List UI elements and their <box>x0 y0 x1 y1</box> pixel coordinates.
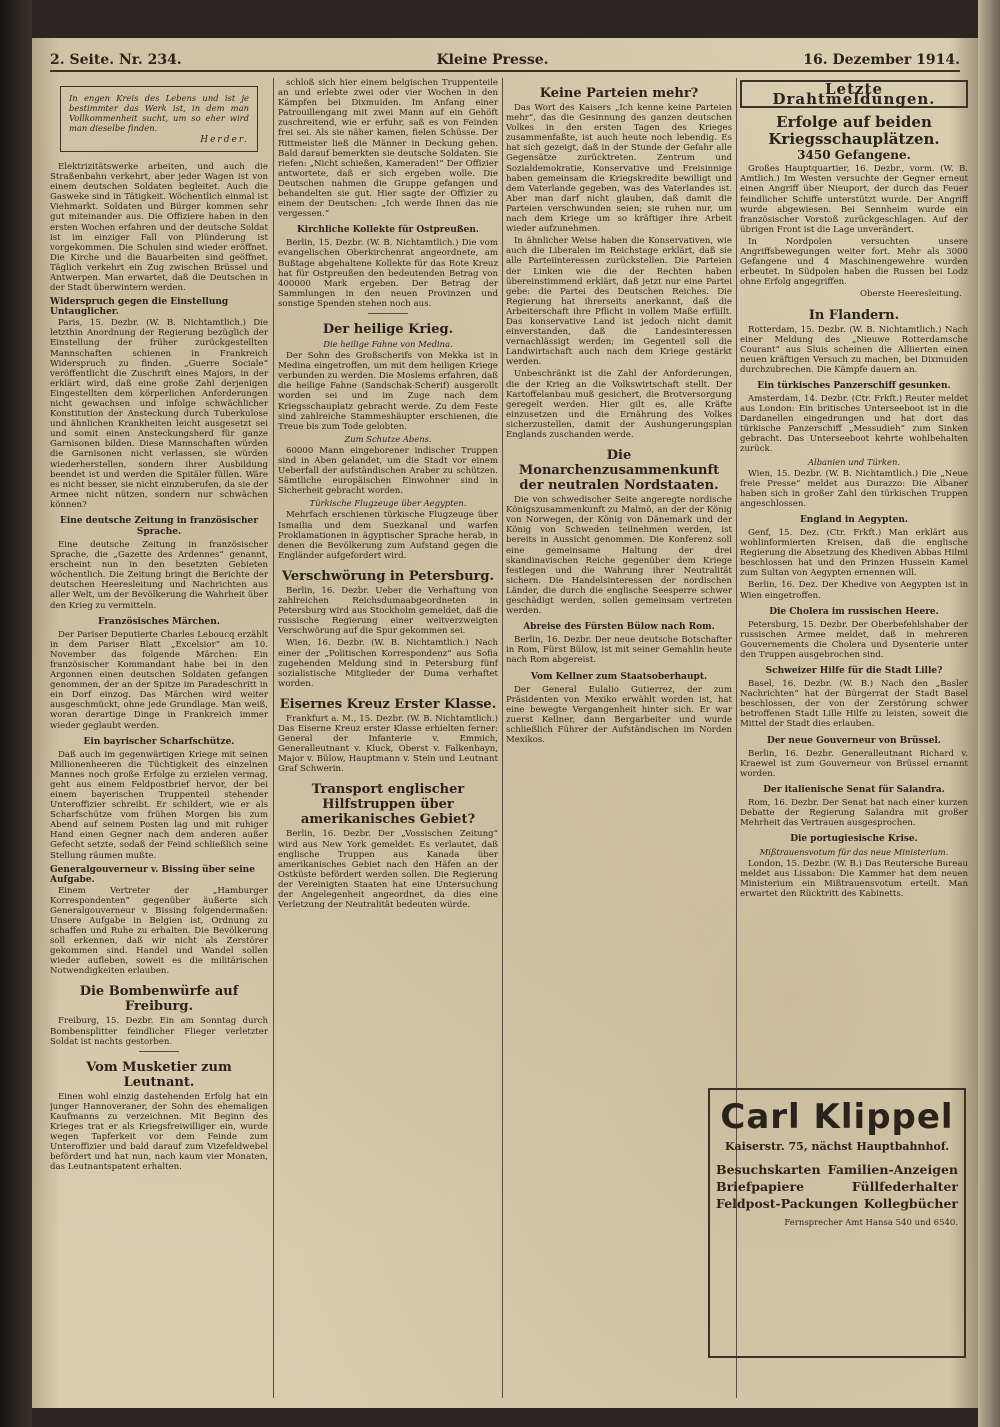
ad-product-row <box>716 1178 958 1195</box>
article-text: Berlin, 16. Dezbr. Der neue deutsche Botschafter in Rom, Fürst Bülow, ist mit seiner Gemahlin heute nach Rom abgereist. <box>506 635 732 666</box>
article-text: Wien, 15. Dezbr. (W. B. Nichtamtlich.) Die „Neue freie Presse“ meldet aus Durazzo: Die Albaner haben sich in großer Zahl den türkischen Truppen angeschlossen. <box>740 468 968 509</box>
article-heading: Verschwörung in Petersburg. <box>282 568 494 584</box>
article-text: Der Sohn des Großscherifs von Mekka ist in Medina eingetroffen, um mit dem heiligen Kriege verbunden zu werden. Die Moslems erfahren, daß die heilige Fahne (Sandschak-Scherif) ausgerollt worden sei und im Zuge nach dem Kriegsschauplatz gebracht werde. Zu dem Feste sind zahlreiche Stammeshäupter erschienen, die Treue bis zum Tode gelobten. <box>278 351 498 432</box>
article-text: Eine deutsche Zeitung in französischer Sprache, die „Gazette des Ardennes“ genannt, erscheint nun in den besetzten Gebieten wöchentlich. Die Zeitung bringt die Berichte der deutschen Heeresleitung und Nachrichten aus aller Welt, um der Bevölkerung die Wahrheit über den Krieg zu vermitteln. <box>50 540 268 611</box>
article-text: In Nordpolen versuchten unsere Angriffsbewegungen weiter fort. Mehr als 3000 Gefangene und 4 Maschinengewehre wurden erbeutet. In Südpolen haben die Russen bei Lodz ohne Erfolg angegriffen. <box>740 236 968 288</box>
page-number: 2. Seite. Nr. 234. <box>50 52 182 68</box>
article-heading: Die Cholera im russischen Heere. <box>769 606 939 617</box>
article-subheading: 3450 Gefangene. <box>797 148 911 163</box>
article-heading: Generalgouverneur v. Bissing über seine Aufgabe. <box>50 864 255 885</box>
column-rule <box>502 78 503 1398</box>
ad-product-row <box>716 1161 958 1178</box>
ad-product: Familien-Anzeigen <box>827 1162 958 1177</box>
quote-text: In engen Kreis des Lebens und ist je bestimmter das Werk ist, in dem man Vollkommenheit sucht, um so eher wird man dieselbe finden. <box>69 93 249 133</box>
ad-product: Feldpost-Packungen <box>716 1196 859 1211</box>
article-text: Unbeschränkt ist die Zahl der Anforderungen, die der Krieg an die Volkswirtschaft stellt. Der Kartoffelanbau muß gesichert, die Brotversorgung geregelt werden. Hier gilt es, alle Kräfte einzusetzen und die Ernährung des Volkes sicherzustellen, damit der Aushungerungsplan Englands zuschanden werde. <box>506 369 732 440</box>
article-heading: Schweizer Hilfe für die Stadt Lille? <box>765 666 943 677</box>
article-heading: Der neue Gouverneur von Brüssel. <box>767 735 941 746</box>
article-text: Mehrfach erschienen türkische Flugzeuge über Ismailia und dem Suezkanal und warfen Proklamationen in ägyptischer Sprache herab, in denen die Bevölkerung zum Aufstand gegen die Engländer aufgefordert wird. <box>278 510 498 561</box>
article-subheading: Mißtrauensvotum für das neue Ministerium. <box>759 847 949 858</box>
article-heading: Vom Musketier zum Leutnant. <box>86 1059 232 1090</box>
article-text: Paris, 15. Dezbr. (W. B. Nichtamtlich.) Die letzthin Anordnung der Regierung bezüglich der Einstellung der früher zurückgestellten Mannschaften schienen in Frankreich Widerspruch zu finden. „Guerre Sociale“ veröffentlicht die Zuschrift eines Majors, in der erklärt wird, daß eine große Zahl derjenigen Eingestellten dem körperlichen Anforderungen nicht gewachsen und infolge schwächlicher Konstitution der Ansteckung durch Tuberkulose und ähnlichen Krankheiten leicht ausgesetzt sei und somit einen Ansteckungsherd für ganze Garnisonen bilden. Diese Mannschaften würden die Garnisonen nicht verlassen, sie würden wiederherstellen, sondern ihrer Ausbildung beendet ist und werden die Spitäler füllen. Wäre es nicht besser, sie nicht einzuberufen, da sie der Armee nicht nützen, sondern nur schwächen können? <box>50 318 268 510</box>
article-text: Genf, 15. Dez. (Ctr. Frkft.) Man erklärt aus wohlinformierten Kreisen, daß die englische Regierung die Absetzung des Khediven Abbas Hilmi beschlossen hat und den Prinzen Hussein Kamel zum Sultan von Aegypten ernennen will. <box>740 528 968 579</box>
signature: Oberste Heeresleitung. <box>859 289 962 300</box>
issue-date: 16. Dezember 1914. <box>803 52 960 68</box>
article-text: Der General Eulalio Gutierrez, der zum Präsidenten von Mexiko erwählt worden ist, hat eine bewegte Vergangenheit hinter sich. Er war zuerst Kellner, dann Bergarbeiter und wurde schließlich Führer der Aufständischen im Norden Mexikos. <box>506 684 732 745</box>
article-text: London, 15. Dezbr. (W. B.) Das Reutersche Bureau meldet aus Lissabon: Die Kammer hat dem neuen Ministerium ein Mißtrauensvotum erteilt. Man erwartet den Rücktritt des Kabinetts. <box>740 859 968 900</box>
divider <box>139 1051 179 1052</box>
article-heading: In Flandern. <box>808 307 900 323</box>
article-text: In ähnlicher Weise haben die Konservativen, wie auch die Liberalen im Reichstage erklärt, daß sie alle Parteiinteressen zurückstellen. Die Parteien der Linken wie die der Rechten haben übereinstimmend erklärt, daß jetzt nur eine Partei gebe: die Partei des Deutschen Reiches. Die Regierung hat ihrerseits anerkannt, daß die Arbeiterschaft ihre Pflicht in vollem Maße erfüllt. Das konservative Land ist jedoch nicht damit einverstanden, daß die Landesinteressen vernachlässigt werden; im Gegenteil soll die Landwirtschaft auch nach dem Kriege gestärkt werden. <box>506 236 732 368</box>
latest-news-box: Letzte Drahtmeldungen. <box>740 80 968 108</box>
article-heading: Transport englischer Hilfstruppen über amerikanisches Gebiet? <box>300 782 476 828</box>
article-text: Wien, 16. Dezbr. (W. B. Nichtamtlich.) Nach einer der „Politischen Korrespondenz“ aus Sofia zugehenden Meldung sind in Petersburg fünf sozialistische Mitglieder der Duma verhaftet worden. <box>278 638 498 689</box>
masthead <box>50 50 960 72</box>
article-heading: Die Monarchenzusammenkunft der neutralen Nordstaaten. <box>518 448 720 494</box>
article-heading: Erfolge auf beiden Kriegsschauplätzen. <box>768 113 940 149</box>
article-heading: Keine Parteien mehr? <box>539 86 699 101</box>
advertisement <box>708 1088 966 1358</box>
quote-box <box>60 86 258 152</box>
article-heading: Kirchliche Kollekte für Ostpreußen. <box>296 225 480 236</box>
article-heading: Die portugiesische Krise. <box>790 834 918 845</box>
newspaper-page <box>32 38 978 1408</box>
article-text: Berlin, 16. Dez. Der Khedive von Aegypten ist in Wien eingetroffen. <box>740 580 968 601</box>
article-text: Der Pariser Deputierte Charles Leboucq erzählt in dem Pariser Blatt „Excelsior“ am 10. November das folgende Märchen: Ein französischer Kommandant habe bei in den Argonnen einen deutschen Soldaten gefangen genommen, der an der Spitze im Paradeschritt in ein Dorf einzog. Das Märchen wird weiter ausgeschmückt, ohne jede Grundlage. Man weiß, woran derartige Dinge in Frankreich immer wieder geglaubt werden. <box>50 629 268 731</box>
article-text: Petersburg, 15. Dezbr. Der Oberbefehlshaber der russischen Armee meldet, daß in mehreren Gouvernements die Cholera und Dysenterie unter den Truppen ausgebrochen sind. <box>740 619 968 660</box>
article-text: Das Wort des Kaisers „Ich kenne keine Parteien mehr“, das die Gesinnung des ganzen deutschen Volkes in den ersten Tagen des Krieges zusammenfaßte, ist auch heute noch lebendig. Es hat sich gezeigt, daß in der Stunde der Gefahr alle Gegensätze zurücktreten. Zentrum und Sozialdemokratie, Konservative und Freisinnige haben gemeinsam die Kriegskredite bewilligt und dem Vaterlande gegeben, was des Vaterlandes ist. Aber man darf nicht glauben, daß damit die Parteien verschwunden seien; sie ruhen nur, um nach dem Kriege um so kräftiger ihre Arbeit wieder aufzunehmen. <box>506 103 732 235</box>
article-text: schloß sich hier einem belgischen Truppenteile an und erlebte zwei oder vier Wochen in den Kämpfen bei Dixmuiden. Im Anfang einer Patrouillengang mit zwei Mann auf ein Gehöft zuschreitend, wie er erfuhr, saß es von Feinden frei sei. Als sie näher kamen, fielen Schüsse. Der Rittmeister ließ die Männer in Deckung gehen. Bald darauf bemerkten sie deutsche Soldaten. Sie riefen: „Nicht schießen, Kameraden!“ Der Offizier antwortete, daß er sich ergeben wolle. Die Deutschen nahmen die Gruppe gefangen und behandelten sie gut. Hier sagte der Offizier zu einem der Deutschen: „Ich werde Ihnen das nie vergessen.“ <box>278 78 498 220</box>
article-text: Amsterdam, 14. Dezbr. (Ctr. Frkft.) Reuter meldet aus London: Ein britisches Unterseeboot ist in die Dardanellen eingedrungen und hat dort das türkische Panzerschiff „Messudieh“ zum Sinken gebracht. Das Unterseeboot kehrte wohlbehalten zurück. <box>740 393 968 455</box>
article-subheading: Zum Schutze Abens. <box>344 433 432 444</box>
ad-product-row <box>716 1195 958 1212</box>
ad-address: Kaiserstr. 75, nächst Hauptbahnhof. <box>724 1140 950 1153</box>
ad-product: Besuchskarten <box>716 1162 821 1177</box>
article-text: Rom, 16. Dezbr. Der Senat hat nach einer kurzen Debatte der Regierung Salandra mit großer Mehrheit das Vertrauen ausgesprochen. <box>740 797 968 828</box>
ad-product: Füllfederhalter <box>851 1179 958 1194</box>
article-heading: Der italienische Senat für Salandra. <box>763 784 945 795</box>
article-subheading: Die heilige Fahne von Medina. <box>323 338 453 349</box>
newspaper-title: Kleine Presse. <box>436 52 549 68</box>
column-4 <box>740 78 968 1118</box>
article-text: Einem Vertreter der „Hamburger Korrespondenten“ gegenüber äußerte sich Generalgouverneur v. Bissing folgendermaßen: Unsere Aufgabe in Belgien ist, Ordnung zu schaffen und Ruhe zu erhalten. Die Bevölkerung soll erkennen, daß wir nicht als Zerstörer gekommen sind. Handel und Wandel sollen wieder aufleben, soweit es die militärischen Notwendigkeiten erlauben. <box>50 885 268 977</box>
article-heading: Französisches Märchen. <box>98 616 220 627</box>
article-heading: Eisernes Kreuz Erster Klasse. <box>279 696 497 712</box>
column-rule <box>273 78 274 1398</box>
ad-product: Briefpapiere <box>716 1179 805 1194</box>
article-heading: Eine deutsche Zeitung in französischer Sprache. <box>60 516 258 537</box>
article-text: Berlin, 16. Dezbr. Generalleutnant Richard v. Kraewel ist zum Gouverneur von Brüssel ernannt worden. <box>740 748 968 779</box>
article-text: 60000 Mann eingeborener indischer Truppen sind in Aben gelandet, um die Stadt vor einem Ueberfall der aufständischen Araber zu schützen. Sämtliche europäischen Einwohner sind in Sicherheit gebracht worden. <box>278 445 498 497</box>
article-text: Berlin, 16. Dezbr. Ueber die Verhaftung von zahlreichen Reichsdumaabgeordneten in Petersburg wird aus Stockholm gemeldet, daß die russische Regierung einer weitverzweigten Verschwörung auf die Spur gekommen sei. <box>278 585 498 637</box>
article-heading: Widerspruch gegen die Einstellung Untauglicher. <box>50 297 229 318</box>
article-text: Berlin, 16. Dezbr. Der „Vossischen Zeitung“ wird aus New York gemeldet: Es verlautet, daß englische Truppen aus Kanada über amerikanisches Gebiet nach den Häfen an der Ostküste befördert werden sollen. Die Regierung der Vereinigten Staaten hat eine Untersuchung der Angelegenheit angeordnet, da dies eine Verletzung der Neutralität bedeuten würde. <box>278 829 498 911</box>
article-text: Frankfurt a. M., 15. Dezbr. (W. B. Nichtamtlich.) Das Eiserne Kreuz erster Klasse erhielten ferner: General der Infanterie v. Emmich, Generalleutnant v. Kluck, Oberst v. Falkenhayn, Major v. Bülow, Hauptmann v. Stein und Leutnant Graf Schwerin. <box>278 713 498 775</box>
column-1 <box>50 78 268 1398</box>
article-text: Daß auch im gegenwärtigen Kriege mit seinen Millionenheeren die Tüchtigkeit des einzelnen Mannes noch große Erfolge zu erzielen vermag, geht aus einem Feldpostbrief hervor, der bei einem bayerischen Truppenteil stehender Unteroffizier schreibt. Er schildert, wie er als Scharfschütze vom frühen Morgen bis zum Abend auf seinem Posten lag und mit ruhiger Hand einen Gegner nach dem anderen außer Gefecht setzte, sodaß der Feind schließlich seine Stellung räumen mußte. <box>50 749 268 861</box>
article-heading: Vom Kellner zum Staatsoberhaupt. <box>530 671 708 682</box>
article-subheading: Albanien und Türken. <box>807 456 901 467</box>
article-text: Großes Hauptquartier, 16. Dezbr., vorm. (W. B. Amtlich.) Im Westen versuchte der Gegner erneut einen Angriff über Nieuport, der durch das Feuer feindlicher Schiffe unterstützt wurde. Der Angriff wurde abgewiesen. Bei Sennheim wurde ein französischer Vorstoß zurückgeschlagen. Auf der übrigen Front ist die Lage unverändert. <box>740 164 968 235</box>
article-text: Einen wohl einzig dastehenden Erfolg hat ein junger Hannoveraner, der Sohn des ehemaligen Kaufmanns zu verzeichnen. Mit Beginn des Krieges trat er als Kriegsfreiwilliger ein, wurde wegen Tapferkeit vor dem Feinde zum Unteroffizier und bald darauf zum Vizefeldwebel befördert und hat nun, nach kaum vier Monaten, das Leutnantspatent erhalten. <box>50 1091 268 1173</box>
article-text: Freiburg, 15. Dezbr. Ein am Sonntag durch Bombensplitter feindlicher Flieger verletzter Soldat ist nachts gestorben. <box>50 1016 268 1047</box>
article-text: Rotterdam, 15. Dezbr. (W. B. Nichtamtlich.) Nach einer Meldung des „Nieuwe Rotterdamsche Courant“ aus Sluis scheinen die Alliierten einen neuen kräftigen Versuch zu machen, bei Dixmuiden durchzubrechen. Die Kämpfe dauern an. <box>740 324 968 375</box>
article-text: Die von schwedischer Seite angeregte nordische Königszusammenkunft zu Malmö, an der der König von Norwegen, der König von Dänemark und der König von Schweden teilnehmen werden, ist bereits in Aussicht genommen. Die Konferenz soll eine gemeinsame Haltung der drei skandinavischen Reiche gegenüber dem Kriege festlegen und die Wahrung ihrer Neutralität sichern. Die Handelsinteressen der nordischen Länder, die durch die englische Seesperre schwer geschädigt werden, sollen gemeinsam vertreten werden. <box>506 495 732 617</box>
page-edge <box>978 0 1000 1427</box>
column-2 <box>278 78 498 1398</box>
ad-company-name: Carl Klippel <box>720 1097 954 1137</box>
divider <box>368 313 408 314</box>
article-heading: Ein türkisches Panzerschiff gesunken. <box>757 380 951 391</box>
article-text: Berlin, 15. Dezbr. (W. B. Nichtamtlich.) Die vom evangelischen Oberkirchenrat angeordnete, am Bußtage abgehaltene Kollekte für das Rote Kreuz hat für Ostpreußen den bedeutenden Betrag von 400000 Mark ergeben. Der Betrag der Sammlungen in den neuen Provinzen und sonstige Spenden stehen noch aus. <box>278 238 498 309</box>
column-3 <box>506 78 732 1398</box>
article-text: Elektrizitätswerke arbeiten, und auch die Straßenbahn verkehrt, aber jeder Wagen ist von einem deutschen Soldaten begleitet. Auch die Gasweke sind in Tätigkeit. Wöchentlich einmal ist Viehmarkt. Soldaten und Bürger kommen sehr gut miteinander aus. Die Offiziere haben in den ersten Wochen erfahren und der deutsche Soldat ist im einziger Fall von Plünderung ist vorgekommen. Die Schulen sind wieder eröffnet. Die Kirche und die Bauarbeiten sind geöffnet. Täglich verkehrt ein Zug zwischen Brüssel und Antwerpen. Man erwartet, daß die Deutschen in der Stadt überwintern werden. <box>50 162 268 294</box>
article-subheading: Türkische Flugzeuge über Aegypten. <box>309 498 467 509</box>
book-spine <box>0 0 32 1427</box>
article-heading: Ein bayrischer Scharfschütze. <box>83 736 235 747</box>
article-text: Basel, 16. Dezbr. (W. B.) Nach den „Basler Nachrichten“ hat der Bürgerrat der Stadt Basel beschlossen, der von der Zerstörung schwer betroffenen Stadt Lille Hilfe zu leisten, soweit die Mittel der Stadt dies erlauben. <box>740 679 968 730</box>
article-heading: England in Aegypten. <box>799 515 909 525</box>
ad-phone: Fernsprecher Amt Hansa 540 und 6540. <box>784 1218 958 1228</box>
article-heading: Die Bombenwürfe auf Freiburg. <box>79 984 239 1015</box>
article-heading: Der heilige Krieg. <box>322 321 454 337</box>
ad-product: Kollegbücher <box>863 1196 958 1211</box>
article-heading: Abreise des Fürsten Bülow nach Rom. <box>523 622 715 633</box>
quote-author: Herder. <box>200 135 249 145</box>
